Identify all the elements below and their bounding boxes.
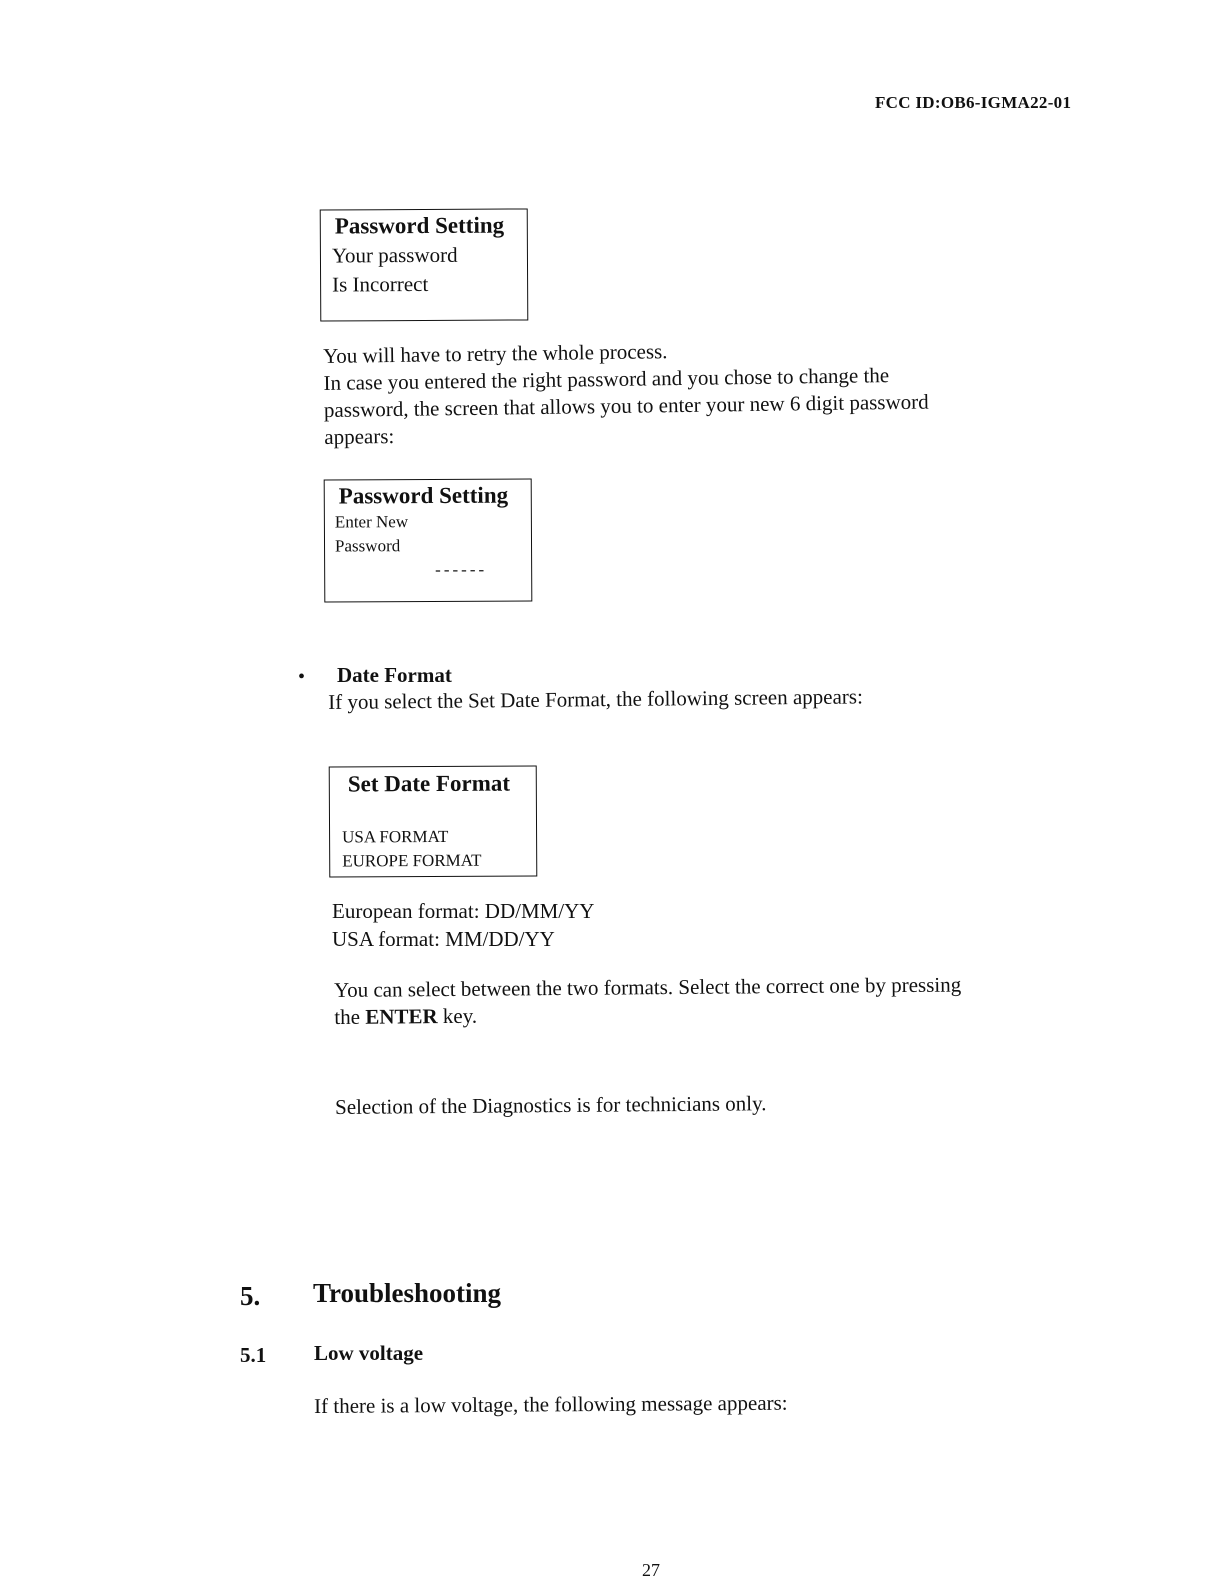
section-title: Troubleshooting bbox=[313, 1278, 502, 1308]
screen-title: Password Setting bbox=[334, 212, 505, 239]
enter-new-password-screen bbox=[324, 478, 533, 602]
paragraph-line bbox=[334, 998, 1054, 1031]
enter-key-label: ENTER bbox=[365, 1004, 438, 1029]
set-date-format-screen bbox=[329, 765, 538, 877]
screen-line: Enter New bbox=[334, 512, 409, 532]
password-incorrect-screen bbox=[320, 208, 529, 321]
paragraph-line: You can select between the two formats. Select the correct one by pressing bbox=[334, 972, 962, 1002]
bullet-icon: • bbox=[298, 666, 306, 688]
low-voltage-text: If there is a low voltage, the following message appears: bbox=[314, 1390, 788, 1418]
section-number: 5. bbox=[240, 1281, 261, 1311]
screen-line: Is Incorrect bbox=[332, 271, 429, 297]
screen-line: Password bbox=[334, 536, 401, 556]
screen-title: Set Date Format bbox=[347, 770, 511, 797]
text-span: the bbox=[334, 1004, 366, 1029]
password-entry-dashes: ------ bbox=[435, 559, 488, 579]
european-format-text: European format: DD/MM/YY bbox=[332, 899, 595, 923]
paragraph-line: In case you entered the right password and you chose to change the bbox=[323, 363, 890, 395]
subsection-number: 5.1 bbox=[240, 1343, 267, 1367]
retry-paragraph bbox=[323, 333, 1044, 451]
europe-format-option: EUROPE FORMAT bbox=[342, 850, 482, 871]
screen-line: Your password bbox=[331, 242, 458, 268]
paragraph-line: password, the screen that allows you to enter your new 6 digit password bbox=[323, 389, 929, 422]
usa-format-text: USA format: MM/DD/YY bbox=[332, 927, 555, 951]
subsection-title: Low voltage bbox=[314, 1341, 424, 1365]
fcc-id-header: FCC ID:OB6-IGMA22-01 bbox=[875, 93, 1072, 112]
usa-format-option: USA FORMAT bbox=[342, 826, 449, 847]
paragraph-line: You will have to retry the whole process. bbox=[323, 339, 668, 368]
screen-title: Password Setting bbox=[338, 482, 509, 509]
paragraph-line: appears: bbox=[324, 424, 395, 449]
text-span: key. bbox=[437, 1003, 478, 1029]
diagnostics-note: Selection of the Diagnostics is for technicians only. bbox=[335, 1091, 767, 1119]
date-format-heading: Date Format bbox=[337, 663, 452, 687]
date-format-intro: If you select the Set Date Format, the following screen appears: bbox=[328, 684, 863, 714]
select-format-paragraph bbox=[334, 971, 1054, 1031]
page-number: 27 bbox=[642, 1560, 660, 1580]
